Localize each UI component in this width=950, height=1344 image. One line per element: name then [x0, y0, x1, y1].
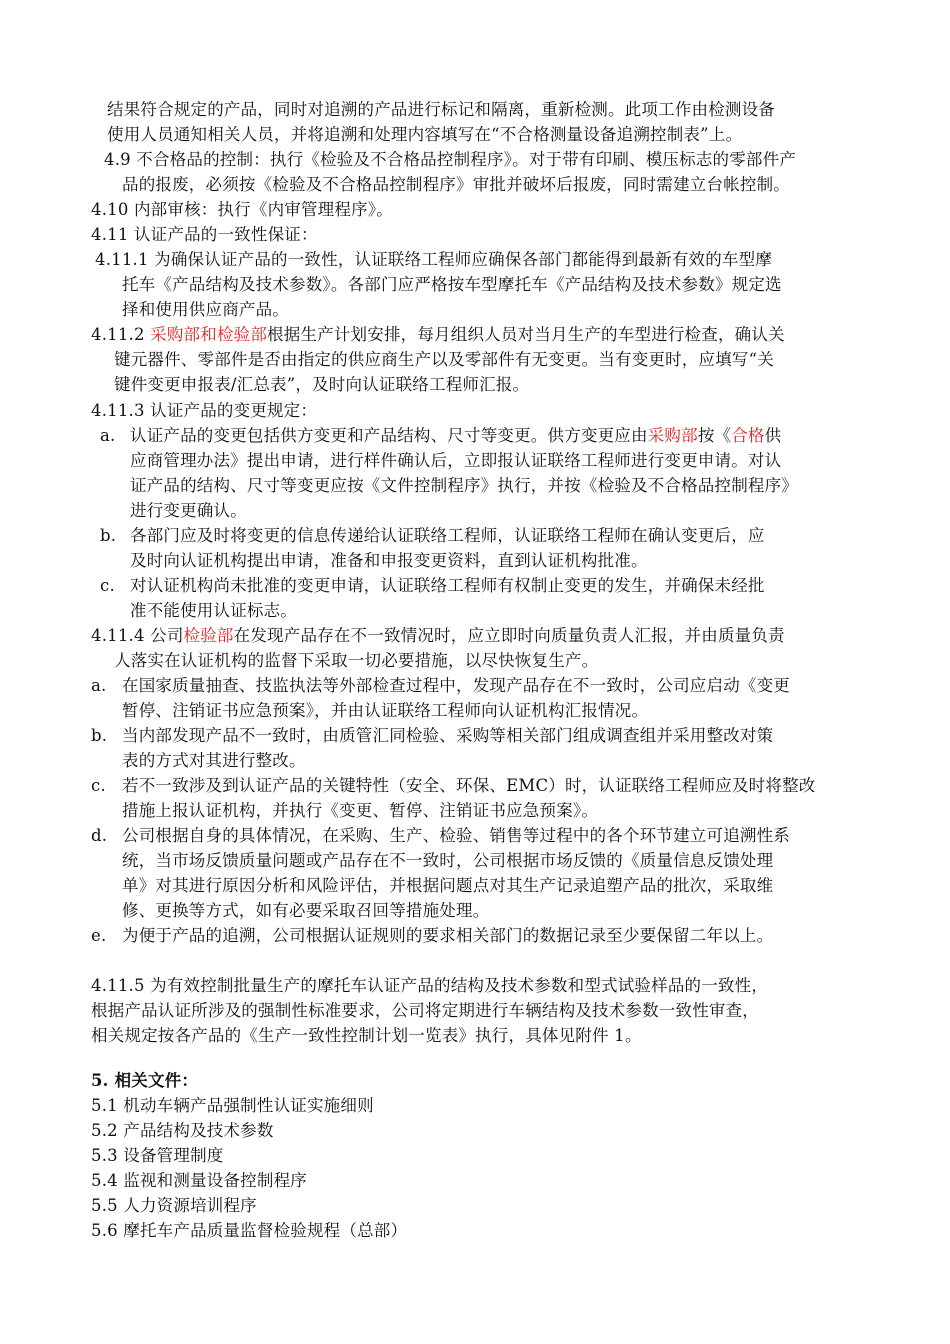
- list-marker: c.: [91, 776, 106, 795]
- list-item-line: 对认证机构尚未批准的变更申请，认证联络工程师有权制止变更的发生，并确保未经批: [130, 576, 765, 595]
- list-marker: c.: [100, 576, 115, 595]
- section-4-11-heading: 4.11 认证产品的一致性保证：: [91, 225, 318, 244]
- list-marker: a.: [91, 676, 107, 695]
- section-4-11-2-line: 键元器件、零部件是否由指定的供应商生产以及零部件有无变更。当有变更时，应填写“关: [114, 350, 774, 369]
- list-item-line: 及时向认证机构提出申请，准备和申报变更资料，直到认证机构批准。: [130, 551, 648, 570]
- list-item-line: 各部门应及时将变更的信息传递给认证联络工程师，认证联络工程师在确认变更后，应: [130, 526, 765, 545]
- text-line: 使用人员通知相关人员，并将追溯和处理内容填写在“不合格测量设备追溯控制表”上。: [107, 125, 743, 144]
- list-marker: b.: [100, 526, 117, 545]
- related-doc-item: 5.1 机动车辆产品强制性认证实施细则: [91, 1096, 374, 1115]
- section-4-11-5-line: 根据产品认证所涉及的强制性标准要求，公司将定期进行车辆结构及技术参数一致性审查，: [91, 1001, 759, 1020]
- list-item-line: 修、更换等方式，如有必要采取召回等措施处理。: [122, 901, 490, 920]
- list-item-line: 证产品的结构、尺寸等变更应按《文件控制程序》执行，并按《检验及不合格品控制程序》: [130, 476, 798, 495]
- section-4-11-2-line: 键件变更申报表/汇总表”，及时向认证联络工程师汇报。: [114, 375, 530, 394]
- list-item-line: 暂停、注销证书应急预案》，并由认证联络工程师向认证机构汇报情况。: [122, 701, 649, 720]
- highlighted-department: 检验部: [183, 626, 234, 645]
- list-item-line: 准不能使用认证标志。: [130, 601, 297, 620]
- list-item-line: 为便于产品的追溯，公司根据认证规则的要求相关部门的数据记录至少要保留二年以上。: [122, 926, 774, 945]
- text-run: 在发现产品存在不一致情况时，应立即时向质量负责人汇报，并由质量负责: [233, 626, 785, 645]
- text-line: 结果符合规定的产品，同时对追溯的产品进行标记和隔离，重新检测。此项工作由检测设备: [107, 100, 775, 119]
- list-item-line: 措施上报认证机构，并执行《变更、暂停、注销证书应急预案》。: [122, 801, 599, 820]
- section-4-11-1-line: 4.11.1 为确保认证产品的一致性，认证联络工程师应确保各部门都能得到最新有效的车型摩: [95, 250, 773, 269]
- section-4-11-3-heading: 4.11.3 认证产品的变更规定：: [91, 401, 318, 420]
- section-4-11-1-line: 托车《产品结构及技术参数》。各部门应严格按车型摩托车《产品结构及技术参数》规定选: [122, 275, 782, 294]
- list-marker: b.: [91, 726, 108, 745]
- section-4-11-4-line: 人落实在认证机构的监督下采取一切必要措施，以尽快恢复生产。: [114, 651, 599, 670]
- list-marker: a.: [100, 426, 116, 445]
- section-number: 4.11.4 公司: [91, 626, 184, 645]
- related-doc-item: 5.6 摩托车产品质量监督检验规程（总部）: [91, 1221, 408, 1240]
- list-item-line: 单》对其进行原因分析和风险评估，并根据问题点对其生产记录追塑产品的批次，采取维: [122, 876, 774, 895]
- highlighted-department: 采购部和检验部: [150, 325, 268, 344]
- section-4-11-1-line: 择和使用供应商产品。: [122, 300, 289, 319]
- related-doc-item: 5.2 产品结构及技术参数: [91, 1121, 274, 1140]
- section-5-heading: 5. 相关文件：: [91, 1071, 199, 1090]
- list-item-line: 若不一致涉及到认证产品的关键特性（安全、环保、EMC）时，认证联络工程师应及时将整改: [122, 776, 816, 795]
- text-run: 认证产品的变更包括供方变更和产品结构、尺寸等变更。供方变更应由: [130, 426, 648, 445]
- section-4-11-5-line: 4.11.5 为有效控制批量生产的摩托车认证产品的结构及技术参数和型式试验样品的一致性，: [91, 976, 769, 995]
- list-item-line: 进行变更确认。: [130, 501, 247, 520]
- highlighted-text: 合格: [731, 426, 765, 445]
- related-doc-item: 5.4 监视和测量设备控制程序: [91, 1171, 307, 1190]
- related-doc-item: 5.5 人力资源培训程序: [91, 1196, 257, 1215]
- related-doc-item: 5.3 设备管理制度: [91, 1146, 224, 1165]
- list-item-line: [130, 424, 781, 449]
- list-marker: e.: [91, 926, 107, 945]
- list-item-line: 当内部发现产品不一致时，由质管汇同检验、采购等相关部门组成调查组并采用整改对策: [122, 726, 774, 745]
- list-item-line: 应商管理办法》提出申请，进行样件确认后，立即报认证联络工程师进行变更申请。对认: [130, 451, 782, 470]
- list-item-line: 在国家质量抽查、技监执法等外部检查过程中，发现产品存在不一致时，公司应启动《变更: [122, 676, 790, 695]
- section-4-11-2-line: [91, 323, 785, 348]
- section-4-11-5-line: 相关规定按各产品的《生产一致性控制计划一览表》执行，具体见附件 1。: [91, 1026, 642, 1045]
- list-item-line: 公司根据自身的具体情况，在采购、生产、检验、销售等过程中的各个环节建立可追溯性系: [122, 826, 790, 845]
- list-item-line: 表的方式对其进行整改。: [122, 751, 306, 770]
- section-4-9-line: 品的报废，必须按《检验及不合格品控制程序》审批并破坏后报废，同时需建立台帐控制。: [122, 175, 790, 194]
- section-4-9-line: 4.9 不合格品的控制：执行《检验及不合格品控制程序》。对于带有印刷、模压标志的零部件产: [104, 150, 797, 169]
- text-run: 供: [764, 426, 782, 445]
- list-item-line: 统，当市场反馈质量问题或产品存在不一致时，公司根据市场反馈的《质量信息反馈处理: [122, 851, 774, 870]
- section-4-11-4-line: [91, 624, 785, 649]
- highlighted-department: 采购部: [647, 426, 698, 445]
- text-run: 按《: [697, 426, 732, 445]
- section-number: 4.11.2: [91, 325, 151, 344]
- text-run: 根据生产计划安排，每月组织人员对当月生产的车型进行检查，确认关: [267, 325, 785, 344]
- section-4-10: 4.10 内部审核：执行《内审管理程序》。: [91, 200, 393, 219]
- list-marker: d.: [91, 826, 108, 845]
